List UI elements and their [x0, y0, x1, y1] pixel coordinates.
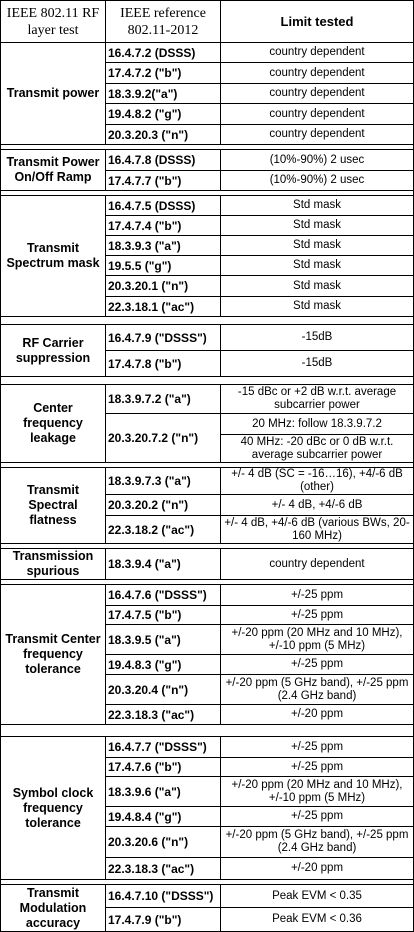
limit-value: -15dB	[221, 351, 414, 377]
table-row	[1, 737, 414, 758]
limit-value: country dependent	[221, 104, 414, 125]
group-spacer-row	[1, 725, 414, 737]
ieee-reference: 18.3.9.5 ("a")	[106, 625, 221, 655]
ieee-reference: 22.3.18.2 ("ac")	[106, 516, 221, 544]
table-row	[1, 885, 414, 908]
ieee-reference: 16.4.7.5 (DSSS)	[106, 196, 221, 216]
ieee-reference: 18.3.9.4 ("a")	[106, 549, 221, 580]
test-category: Transmit Power On/Off Ramp	[1, 150, 106, 191]
ieee-reference: 17.4.7.4 ("b")	[106, 216, 221, 236]
limit-value: +/-20 ppm (20 MHz and 10 MHz), +/-10 ppm (5 MHz)	[221, 625, 414, 655]
limit-value: Std mask	[221, 196, 414, 216]
ieee-reference: 20.3.20.4 ("n")	[106, 675, 221, 705]
limit-value: Std mask	[221, 276, 414, 297]
test-category: RF Carrier suppression	[1, 325, 106, 377]
ieee-reference: 17.4.7.8 ("b")	[106, 351, 221, 377]
header-ieee-reference: IEEE reference 802.11-2012	[106, 1, 221, 43]
table-row	[1, 43, 414, 63]
table-body	[1, 43, 414, 932]
ieee-reference: 17.4.7.9 ("b")	[106, 908, 221, 932]
limit-value: Peak EVM < 0.35	[221, 885, 414, 908]
header-rf-layer-test: IEEE 802.11 RF layer test	[1, 1, 106, 43]
ieee-reference: 16.4.7.10 ("DSSS")	[106, 885, 221, 908]
limit-value: +/-20 ppm (5 GHz band), +/-25 ppm (2.4 GHz band)	[221, 827, 414, 858]
limit-value: 40 MHz: -20 dBc or 0 dB w.r.t. average subcarrier power	[221, 435, 414, 463]
limit-value: country dependent	[221, 43, 414, 63]
header-limit-tested: Limit tested	[221, 1, 414, 43]
limit-value: (10%-90%) 2 usec	[221, 150, 414, 171]
limit-value: -15dB	[221, 325, 414, 351]
test-category: Transmit Modulation accuracy	[1, 885, 106, 932]
ieee-reference: 17.4.7.6 ("b")	[106, 758, 221, 777]
limit-value: +/- 4 dB (SC = -16…16), +4/-6 dB (other)	[221, 468, 414, 495]
limit-value: Std mask	[221, 256, 414, 276]
ieee-reference: 17.4.7.5 ("b")	[106, 606, 221, 625]
table-row	[1, 549, 414, 580]
ieee-reference: 20.3.20.1 ("n")	[106, 276, 221, 297]
ieee-reference: 20.3.20.3 ("n")	[106, 125, 221, 145]
test-category: Transmit Spectrum mask	[1, 196, 106, 317]
limit-value: Std mask	[221, 297, 414, 317]
test-category: Transmission spurious	[1, 549, 106, 580]
table-row	[1, 468, 414, 495]
limit-value: Std mask	[221, 236, 414, 256]
ieee-reference: 19.4.8.3 ("g")	[106, 655, 221, 675]
limit-value: +/-25 ppm	[221, 606, 414, 625]
group-spacer	[1, 725, 414, 737]
ieee-reference: 19.5.5 ("g")	[106, 256, 221, 276]
ieee-reference: 16.4.7.7 ("DSSS")	[106, 737, 221, 758]
limit-value: country dependent	[221, 549, 414, 580]
table-row	[1, 325, 414, 351]
limit-value: +/-25 ppm	[221, 655, 414, 675]
limit-value: Peak EVM < 0.36	[221, 908, 414, 932]
limit-value: +/-20 ppm (20 MHz and 10 MHz), +/-10 ppm (5 MHz)	[221, 777, 414, 807]
ieee-reference: 19.4.8.4 ("g")	[106, 807, 221, 827]
ieee-reference: 20.3.20.6 ("n")	[106, 827, 221, 858]
ieee-reference: 16.4.7.6 ("DSSS")	[106, 585, 221, 606]
limit-value: -15 dBc or +2 dB w.r.t. average subcarrier power	[221, 385, 414, 414]
limit-value: +/-25 ppm	[221, 585, 414, 606]
ieee-reference: 18.3.9.7.2 ("a")	[106, 385, 221, 414]
limit-value: +/- 4 dB, +4/-6 dB	[221, 495, 414, 516]
ieee-reference: 19.4.8.2 ("g")	[106, 104, 221, 125]
test-category: Transmit Center frequency tolerance	[1, 585, 106, 725]
limit-value: +/- 4 dB, +4/-6 dB (various BWs, 20-160 MHz)	[221, 516, 414, 544]
ieee-reference: 20.3.20.7.2 ("n")	[106, 414, 221, 463]
test-category: Transmit Spectral flatness	[1, 468, 106, 544]
group-spacer	[1, 317, 414, 325]
limit-value: +/-20 ppm	[221, 705, 414, 725]
limit-value: 20 MHz: follow 18.3.9.7.2	[221, 414, 414, 435]
ieee-reference: 18.3.9.6 ("a")	[106, 777, 221, 807]
ieee-reference: 17.4.7.7 ("b")	[106, 171, 221, 191]
test-category: Center frequency leakage	[1, 385, 106, 463]
ieee-reference: 22.3.18.3 ("ac")	[106, 858, 221, 880]
limit-value: (10%-90%) 2 usec	[221, 171, 414, 191]
group-spacer	[1, 377, 414, 385]
ieee-reference: 22.3.18.3 ("ac")	[106, 705, 221, 725]
test-category: Transmit power	[1, 43, 106, 145]
ieee-reference: 16.4.7.2 (DSSS)	[106, 43, 221, 63]
header-row	[1, 1, 414, 43]
test-category: Symbol clock frequency tolerance	[1, 737, 106, 880]
ieee-reference: 18.3.9.3 ("a")	[106, 236, 221, 256]
ieee-reference: 20.3.20.2 ("n")	[106, 495, 221, 516]
limit-value: Std mask	[221, 216, 414, 236]
limit-value: +/-25 ppm	[221, 758, 414, 777]
ieee-reference: 16.4.7.8 (DSSS)	[106, 150, 221, 171]
group-spacer-row	[1, 377, 414, 385]
group-spacer-row	[1, 317, 414, 325]
limit-value: +/-20 ppm (5 GHz band), +/-25 ppm (2.4 GHz band)	[221, 675, 414, 705]
limit-value: country dependent	[221, 84, 414, 104]
table-row	[1, 585, 414, 606]
limit-value: +/-20 ppm	[221, 858, 414, 880]
ieee-reference: 16.4.7.9 ("DSSS")	[106, 325, 221, 351]
table-row	[1, 196, 414, 216]
limit-value: +/-25 ppm	[221, 807, 414, 827]
ieee-reference: 18.3.9.7.3 ("a")	[106, 468, 221, 495]
limit-value: country dependent	[221, 125, 414, 145]
ieee-reference: 18.3.9.2("a")	[106, 84, 221, 104]
table-row	[1, 385, 414, 414]
ieee-reference: 22.3.18.1 ("ac")	[106, 297, 221, 317]
limit-value: country dependent	[221, 63, 414, 84]
table-row	[1, 150, 414, 171]
ieee-reference: 17.4.7.2 ("b")	[106, 63, 221, 84]
limit-value: +/-25 ppm	[221, 737, 414, 758]
